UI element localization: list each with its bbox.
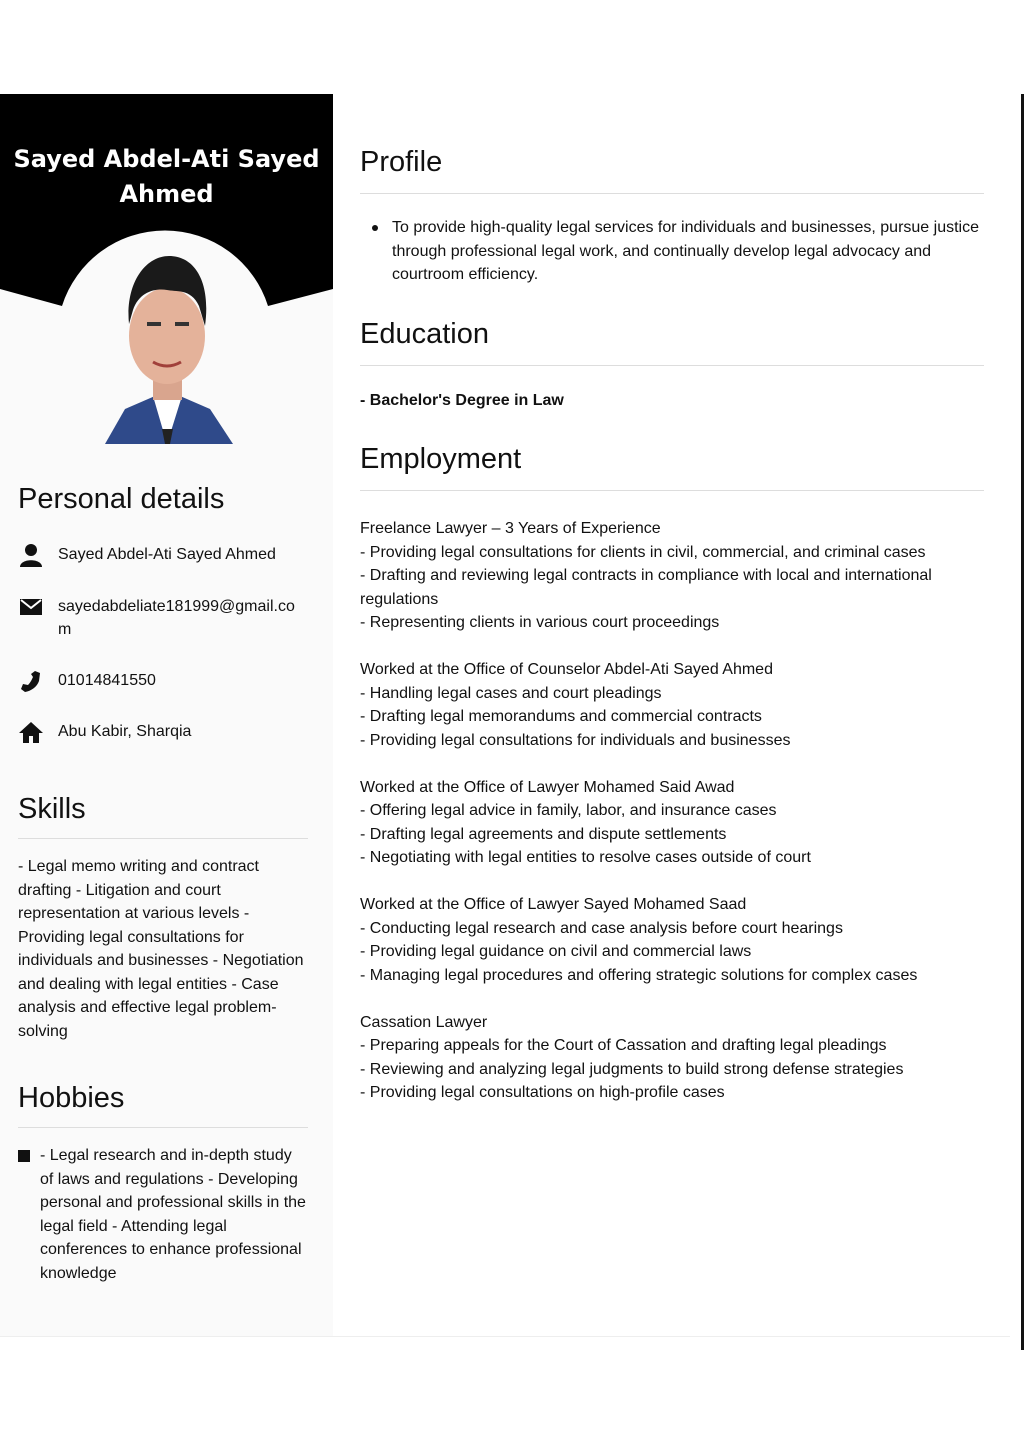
job-duty: - Providing legal guidance on civil and commercial laws xyxy=(360,943,752,960)
personal-details-heading: Personal details xyxy=(18,483,225,515)
hobbies-item xyxy=(18,1144,308,1285)
job-entry xyxy=(360,517,984,635)
job-duty: - Offering legal advice in family, labor, and insurance cases xyxy=(360,802,777,819)
job-title: Freelance Lawyer – 3 Years of Experience xyxy=(360,520,661,537)
divider xyxy=(18,1127,308,1128)
job-title: Worked at the Office of Counselor Abdel-Ati Sayed Ahmed xyxy=(360,661,773,678)
person-icon xyxy=(18,543,44,567)
job-duty: - Providing legal consultations on high-profile cases xyxy=(360,1084,725,1101)
employment-section xyxy=(360,442,984,1128)
profile-photo xyxy=(95,244,240,444)
job-duty: - Managing legal procedures and offering strategic solutions for complex cases xyxy=(360,966,918,984)
hobbies-heading: Hobbies xyxy=(18,1082,125,1114)
profile-text: To provide high-quality legal services for individuals and businesses, pursue justice through professional legal work, and continually develop legal advocacy and courtroom efficiency. xyxy=(392,219,979,283)
job-duty: - Conducting legal research and case analysis before court hearings xyxy=(360,919,843,937)
job-entry xyxy=(360,893,984,987)
job-duty: - Preparing appeals for the Court of Cassation and drafting legal pleadings xyxy=(360,1037,887,1054)
job-duty: - Providing legal consultations for individuals and businesses xyxy=(360,731,791,749)
job-duty: - Negotiating with legal entities to resolve cases outside of court xyxy=(360,849,811,866)
detail-address xyxy=(18,720,308,744)
divider xyxy=(360,365,984,366)
profile-heading: Profile xyxy=(360,146,443,178)
email-link[interactable]: sayedabdeliate181999@gmail.com xyxy=(58,598,295,638)
job-title: Worked at the Office of Lawyer Sayed Mohamed Saad xyxy=(360,896,747,913)
job-duty: - Drafting legal agreements and dispute settlements xyxy=(360,825,727,843)
detail-text: Abu Kabir, Sharqia xyxy=(58,723,192,740)
job-duty: - Drafting legal memorandums and commercial contracts xyxy=(360,708,762,725)
divider xyxy=(0,1336,1010,1337)
phone-icon xyxy=(18,669,44,693)
bullet-icon xyxy=(372,225,378,231)
sidebar xyxy=(0,94,333,1336)
job-duty: - Representing clients in various court proceedings xyxy=(360,614,720,631)
job-duty: - Reviewing and analyzing legal judgments to build strong defense strategies xyxy=(360,1060,904,1078)
skills-text: - Legal memo writing and contract drafting - Litigation and court representation at various levels - Providing legal consultations for individuals and businesses - Negotiation and dealing with legal entities - Case analysis and effective legal problem-solving xyxy=(18,858,304,1040)
divider xyxy=(360,490,984,491)
detail-name xyxy=(18,543,308,567)
detail-text: Sayed Abdel-Ati Sayed Ahmed xyxy=(58,546,276,563)
square-bullet-icon xyxy=(18,1150,30,1162)
employment-heading: Employment xyxy=(360,443,522,475)
divider xyxy=(360,193,984,194)
job-entry xyxy=(360,1011,984,1105)
home-icon xyxy=(18,720,44,744)
job-duty: - Handling legal cases and court pleadings xyxy=(360,684,662,702)
education-heading: Education xyxy=(360,318,489,350)
hobbies-text: - Legal research and in-depth study of laws and regulations - Developing personal and professional skills in the legal field - Attending legal conferences to enhance professional knowledge xyxy=(40,1147,306,1282)
job-duty: - Drafting and reviewing legal contracts in compliance with local and international regulations xyxy=(360,567,932,608)
phone-link[interactable]: 01014841550 xyxy=(58,672,156,689)
resume-name: Sayed Abdel-Ati Sayed Ahmed xyxy=(13,145,320,208)
education-section xyxy=(360,317,984,410)
profile-section xyxy=(360,145,984,287)
job-title: Worked at the Office of Lawyer Mohamed Said Awad xyxy=(360,778,735,796)
detail-email xyxy=(18,595,308,641)
detail-phone xyxy=(18,669,308,693)
job-title: Cassation Lawyer xyxy=(360,1013,488,1031)
profile-item xyxy=(360,216,984,287)
job-entry xyxy=(360,776,984,870)
divider xyxy=(18,838,308,839)
envelope-icon xyxy=(18,595,44,619)
education-item: - Bachelor's Degree in Law xyxy=(360,392,564,409)
job-entry xyxy=(360,658,984,752)
skills-heading: Skills xyxy=(18,793,86,825)
job-duty: - Providing legal consultations for clients in civil, commercial, and criminal cases xyxy=(360,543,926,561)
